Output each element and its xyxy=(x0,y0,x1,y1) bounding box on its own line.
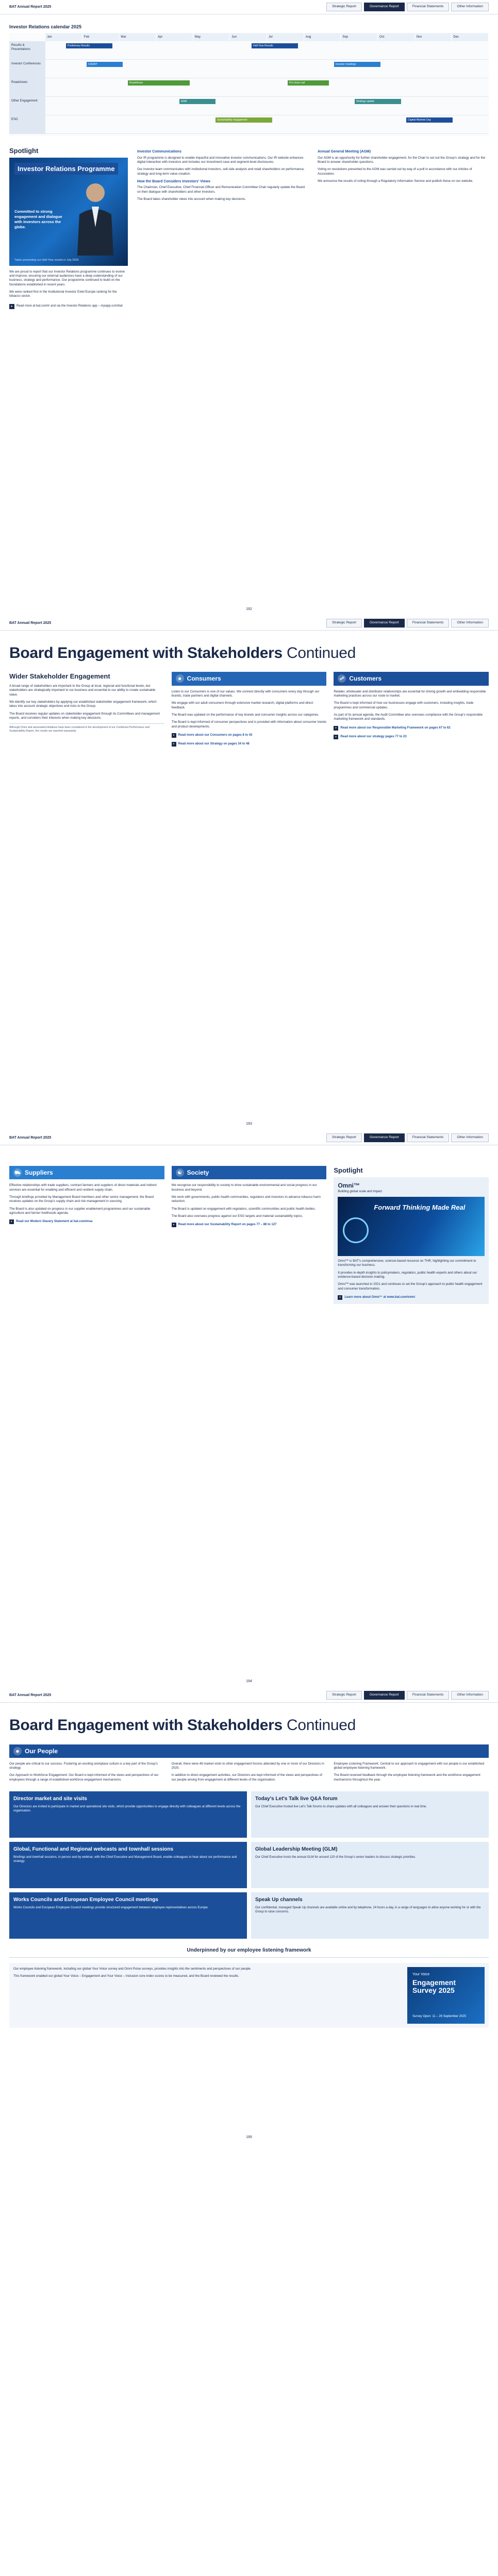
calendar-row-label: Roadshows xyxy=(9,78,45,96)
body-text: Overall, there were 48 market visits to other engagement forums attended by one or more of our Directors in 2025. xyxy=(171,1761,324,1770)
engagement-box xyxy=(251,1842,489,1888)
month-label: Jun xyxy=(230,33,267,41)
body-text: The Board is also updated on progress in our supplier enablement programmes and our sustainable agriculture and farmer livelihoods agenda. xyxy=(9,1207,151,1215)
hero-quote: Committed to strong engagement and dialogue with investors across the globe. xyxy=(14,209,62,230)
handshake-icon: ☍ xyxy=(338,674,346,683)
box-text: Our Chief Executive hosts the annual GLM for around 120 of the Group's senior leaders to discuss strategic priorities. xyxy=(255,1855,416,1859)
hero-caption: Tadeu presenting our Half-Year results in July 2025 xyxy=(14,259,79,262)
footnote: Although Omni and associated initiatives have been considered in the development of our Combined Performance and Sustainability Report, the results are reported separately. xyxy=(9,723,164,733)
arrow-right-icon: ▸ xyxy=(172,1223,176,1227)
calendar-row xyxy=(9,60,489,78)
page-title: Board Engagement with Stakeholders Continued xyxy=(9,1717,356,1734)
nav-tab-other-information[interactable]: Other Information xyxy=(451,1691,489,1700)
marketing-framework-ref-link[interactable]: ▸ Read more about our Responsible Marketing Framework on pages 67 to 62 xyxy=(334,726,489,731)
box-text: Briefings and townhall sessions, in person and by webinar, with the Chief Executive and Management Board, enable colleagues to hear about our performance and strategy. xyxy=(13,1855,237,1863)
nav-tab-financial-statements[interactable]: Financial Statements xyxy=(407,1691,450,1700)
customers-header: ☍ Customers xyxy=(334,672,489,685)
body-text: We were ranked first in the Institutional Investor Extel Europe ranking for the tobacco sector. xyxy=(9,290,117,298)
strategy-ref-link[interactable]: ▸ Read more about our Strategy on pages 34 to 48 xyxy=(172,742,327,747)
body-text: Our IR programme is designed to enable impactful and innovative investor communications. Our IR website enhances digital interaction with investors and includes our investment case and segment-level disclosures. xyxy=(137,156,304,164)
month-label: Nov xyxy=(415,33,452,41)
consumers-ref-link[interactable]: ▸ Read more about our Consumers on pages 8 to 43 xyxy=(172,733,327,738)
body-text: Omni™ is BAT's comprehensive, science-based resource on THR, highlighting our commitment to transforming our business. xyxy=(338,1259,476,1267)
nav-tab-governance-report[interactable]: Governance Report xyxy=(364,1133,405,1142)
body-text: The Board was updated on the performance of key brands and consumer insights across our categories. xyxy=(171,713,319,717)
body-text: We identify our key stakeholders by applying our established stakeholder engagement framework, which takes into account strategic objectives and risks to the Group. xyxy=(9,700,157,708)
body-text: This framework enabled our global Your Voice – Engagement and Your Voice – Inclusion core index scores to be measured, and the Board reviewed the results. xyxy=(13,1974,239,1978)
investor-calendar xyxy=(9,24,489,136)
box-heading: Director market and site visits xyxy=(13,1796,87,1802)
calendar-months xyxy=(45,33,489,41)
calendar-event: Sustainability engagement xyxy=(215,117,272,123)
body-text: The Board is kept informed of how our businesses engage with customers, including insights, trade programmes and commercial updates. xyxy=(334,701,474,709)
body-text: A broad range of stakeholders are important to the Group at local, regional and functional levels, but stakeholders are strategically important to our business and essential to our ability to create sustainable value. xyxy=(9,684,156,697)
survey-dates: Survey Open: 11 – 26 September 2025 xyxy=(412,2014,466,2018)
arrow-right-icon: ▸ xyxy=(334,735,338,739)
our-people-header: ☻ Our People xyxy=(9,1744,489,1758)
engagement-box xyxy=(9,1791,247,1838)
section-heading: How the Board Considers Investors' Views xyxy=(137,180,210,184)
nav-tab-other-information[interactable]: Other Information xyxy=(451,619,489,628)
month-label: Jan xyxy=(45,33,82,41)
ir-spotlight xyxy=(9,146,489,309)
hero-title: Investor Relations Programme xyxy=(14,163,118,175)
body-text: We recognise our responsibility to society to drive sustainable environmental and social progress in our business and beyond. xyxy=(171,1183,317,1192)
people-icon: ☻ xyxy=(176,674,184,683)
calendar-event: Half-Year Results xyxy=(252,43,298,48)
month-label: Aug xyxy=(304,33,341,41)
report-brand: BAT Annual Report 2025 xyxy=(9,1136,52,1140)
arrow-right-icon: ▸ xyxy=(172,742,176,747)
nav-tab-financial-statements[interactable]: Financial Statements xyxy=(407,1133,450,1142)
body-text: We are proud to report that our Investor Relations programme continues to evolve and improve, ensuring our external audiences have a deep understanding of our business, strategy and performance. Our programme continued to build on the foundations established in recent years. xyxy=(9,269,125,286)
body-text: It provides in-depth insights to policymakers, regulators, public health experts and others about our evidence-based decision-making. xyxy=(338,1270,477,1279)
stakeholder-columns xyxy=(9,672,489,747)
our-people-section xyxy=(9,1744,489,1786)
body-text: The Board is kept informed of consumer perspectives and is provided with information about consumer trends and product developments. xyxy=(171,720,326,728)
consumers-header: ☻ Consumers xyxy=(172,672,327,685)
page-number: 195 xyxy=(246,2135,252,2139)
wider-stakeholder-heading: Wider Stakeholder Engagement xyxy=(9,672,110,681)
suppliers-header: ⛟ Suppliers xyxy=(9,1166,164,1179)
box-heading: Global, Functional and Regional webcasts and townhall sessions xyxy=(13,1846,174,1853)
body-text: We announce the results of voting through a Regulatory Information Service and publish these on our website. xyxy=(318,179,473,183)
calendar-row xyxy=(9,78,489,97)
calendar-event: CAGNY xyxy=(87,62,123,67)
arrow-right-icon: ▸ xyxy=(334,726,338,731)
engagement-box xyxy=(251,1791,489,1838)
body-text: The Board receives regular updates on stakeholder engagement through its Committees and management reports, and considers their interests when making key decisions. xyxy=(9,711,160,720)
nav-tab-other-information[interactable]: Other Information xyxy=(451,3,489,11)
calendar-row xyxy=(9,115,489,134)
report-brand: BAT Annual Report 2025 xyxy=(9,5,52,9)
page-spacer xyxy=(0,2028,498,2131)
body-text: The Chairman, Chief Executive, Chief Financial Officer and Remuneration Committee Chair regularly update the Board on their dialogue with shareholders and other investors. xyxy=(137,185,305,194)
page-number: 193 xyxy=(246,1122,252,1126)
top-nav xyxy=(0,616,498,631)
body-text: The Board also oversees progress against our ESG targets and material sustainability topics. xyxy=(171,1214,303,1218)
body-text: We work with governments, public health communities, regulators and investors to advance tobacco harm reduction. xyxy=(171,1195,321,1204)
nav-tab-governance-report[interactable]: Governance Report xyxy=(364,3,405,11)
body-text: As part of its annual agenda, the Audit Committee also oversees compliance with the Group's responsible marketing framework and standards. xyxy=(334,713,483,721)
box-text: Works Councils and European Employee Council meetings provide structured engagement between employee representatives across Europe. xyxy=(13,1906,209,1909)
top-nav xyxy=(0,1688,498,1703)
month-label: Jul xyxy=(267,33,304,41)
report-brand: BAT Annual Report 2025 xyxy=(9,1693,52,1697)
engagement-box xyxy=(9,1892,247,1939)
omni-logo-icon xyxy=(343,1217,369,1243)
month-label: Mar xyxy=(119,33,156,41)
body-text: Voting on resolutions presented to the AGM was carried out by way of a poll in accordance with our Articles of Association. xyxy=(318,167,472,176)
body-text: Through briefings provided by Management Board members and other senior management, the Board receives updates on the Group's supply chain and risk management in sourcing. xyxy=(9,1195,154,1204)
omni-title: Omni™ xyxy=(338,1181,360,1189)
top-nav xyxy=(0,1131,498,1145)
nav-tab-financial-statements[interactable]: Financial Statements xyxy=(407,3,450,11)
calendar-title: Investor Relations calendar 2025 xyxy=(9,24,82,29)
month-label: May xyxy=(193,33,230,41)
body-text: Effective relationships with trade suppliers, contract farmers and suppliers of direct materials and indirect services are essential for enabling and efficient and resilient supply chain. xyxy=(9,1183,157,1192)
nav-tab-other-information[interactable]: Other Information xyxy=(451,1133,489,1142)
report-brand: BAT Annual Report 2025 xyxy=(9,621,52,625)
read-more-link[interactable]: ▸ Read more at bat.com/ir and via the Investor Relations app – myiapp.com/bat xyxy=(9,304,128,309)
body-text: The Board is updated on engagement with regulators, scientific communities and public health bodies. xyxy=(171,1207,316,1211)
top-nav xyxy=(0,0,498,14)
ir-hero-image xyxy=(9,158,128,266)
page-spacer xyxy=(0,309,498,603)
body-text: Our AGM is an opportunity for further shareholder engagement, for the Chair to set out the Group's strategy and for the Board to answer shareholder questions. xyxy=(318,156,486,164)
box-heading: Works Councils and European Employee Council meetings xyxy=(13,1897,158,1903)
month-label: Sep xyxy=(341,33,378,41)
body-text: The Board received feedback through the employee listening framework and the workforce engagement mechanisms throughout the year. xyxy=(334,1773,480,1782)
body-text: Omni™ was launched in 2021 and continues to set the Group's approach to public health engagement and consumer transformation. xyxy=(338,1282,483,1291)
omni-subtitle: Building global scale and impact xyxy=(338,1190,383,1193)
box-heading: Global Leadership Meeting (GLM) xyxy=(255,1846,338,1853)
body-text: Our investor team communicates with institutional investors, sell-side analysts and retail shareholders on performance, strategy and long-term value creation. xyxy=(137,167,305,176)
month-label: Oct xyxy=(378,33,415,41)
presenter-photo-icon xyxy=(72,178,119,256)
calendar-grid xyxy=(9,33,489,136)
omni-image-title: Forward Thinking Made Real xyxy=(374,1203,466,1211)
body-text: Retailer, wholesaler and distributor relationships are essential for driving growth and embedding responsible marketing practices across our route to market. xyxy=(334,689,486,698)
survey-title: Engagement Survey 2025 xyxy=(412,1978,456,1995)
spotlight-tag: Spotlight xyxy=(334,1166,363,1175)
calendar-event: Strategy update xyxy=(355,99,401,104)
omni-spotlight xyxy=(334,1177,489,1304)
omni-ref-link[interactable]: ▸ Learn more about Omni™ at www.bat.com/omni xyxy=(338,1295,485,1300)
body-text: Listen to our Consumers is one of our values. We connect directly with consumers every day through our brands, trade partners and digital channels. xyxy=(171,689,320,698)
society-header: ☯ Society xyxy=(172,1166,327,1179)
stakeholder-columns xyxy=(9,1166,489,1304)
people-icon: ☻ xyxy=(13,1747,22,1755)
nav-tab-governance-report[interactable]: Governance Report xyxy=(364,1691,405,1700)
calendar-event: Capital Markets Day xyxy=(406,117,453,123)
calendar-row-label: Other Engagement xyxy=(9,97,45,115)
nav-tab-strategic-report[interactable]: Strategic Report xyxy=(326,3,362,11)
nav-tab-strategic-report[interactable]: Strategic Report xyxy=(326,1133,362,1142)
calendar-row xyxy=(9,41,489,60)
calendar-event: AGM xyxy=(179,99,215,104)
arrow-right-icon: ▸ xyxy=(172,733,176,738)
body-text: Our employee listening framework, including our global Your Voice survey and Omni Pulse surveys, provides insights into the sentiments and perspectives of our people. xyxy=(13,1967,252,1971)
arrow-right-icon: ▸ xyxy=(338,1295,342,1300)
engagement-box xyxy=(251,1892,489,1939)
arrow-right-icon: ▸ xyxy=(9,1219,14,1224)
arrow-right-icon: ▸ xyxy=(9,304,14,309)
truck-icon: ⛟ xyxy=(13,1168,22,1177)
globe-icon: ☯ xyxy=(176,1168,184,1177)
calendar-row-label: Results & Presentations xyxy=(9,41,45,59)
box-text: Our Chief Executive hosted live Let's Talk forums to share updates with all colleagues and answer their questions in real time. xyxy=(255,1805,427,1808)
nav-tab-strategic-report[interactable]: Strategic Report xyxy=(326,1691,362,1700)
section-heading: Annual General Meeting (AGM) xyxy=(318,150,371,154)
body-text: Employee Listening Framework: Central to our approach to engagement with our people is our established global employee listening framework. xyxy=(334,1761,485,1770)
calendar-event: Pre-close call xyxy=(288,80,329,86)
calendar-row xyxy=(9,97,489,115)
framework-heading: Underpinned by our employee listening framework xyxy=(9,1944,489,1958)
omni-image xyxy=(338,1197,485,1256)
engagement-box xyxy=(9,1842,247,1888)
body-text: The Board takes shareholder views into account when making key decisions. xyxy=(137,197,246,201)
calendar-event: Roadshows xyxy=(128,80,190,86)
strategy-ref-link[interactable]: ▸ Read more about our strategy pages 77 to 23 xyxy=(334,735,489,739)
nav-tab-financial-statements[interactable]: Financial Statements xyxy=(407,619,450,628)
calendar-event: Investor meetings xyxy=(334,62,380,67)
sustainability-ref-link[interactable]: ▸ Read more about our Sustainability Report on pages 77 – 88 to 127 xyxy=(172,1223,327,1227)
page-number: 192 xyxy=(246,607,252,611)
body-text: We engage with our adult consumers through extensive market research, digital platforms and direct feedback. xyxy=(171,701,313,709)
survey-label: Your Voice xyxy=(412,1972,430,1976)
page-spacer xyxy=(0,747,498,1117)
page-spacer xyxy=(0,1304,498,1675)
spotlight-tag: Spotlight xyxy=(9,147,39,155)
engagement-boxes xyxy=(9,1791,489,1939)
month-label: Feb xyxy=(82,33,120,41)
survey-banner xyxy=(407,1967,485,2024)
body-text: Our people are critical to our success. Fostering an exciting workplace culture is a key part of the Group's strategy. xyxy=(9,1761,158,1770)
calendar-row-label: Investor Conferences xyxy=(9,60,45,78)
box-text: Our Directors are invited to participate in market and operational site visits, which provide opportunities to engage directly with colleagues at different levels across the organisation. xyxy=(13,1805,241,1812)
box-heading: Speak Up channels xyxy=(255,1897,303,1903)
box-text: Our confidential, managed Speak Up channels are available online and by telephone, 24 hours a day, in a range of languages to allow anyone working for or with the Group to raise concerns. xyxy=(255,1906,481,1913)
page-number: 194 xyxy=(246,1680,252,1684)
calendar-event: Preliminary Results xyxy=(66,43,112,48)
body-text: Our Approach to Workforce Engagement: Our Board is kept informed of the views and perspectives of our employees through a range of established workforce engagement mechanisms. xyxy=(9,1773,159,1782)
modern-slavery-ref-link[interactable]: ▸ Read our Modern Slavery Statement at bat.com/msa xyxy=(9,1219,164,1224)
listening-framework xyxy=(9,1963,489,2028)
body-text: In addition to direct engagement activities, our Directors are kept informed of the views and perspectives of our people arising from engagement at different levels of the organisation. xyxy=(171,1773,323,1782)
calendar-row-label: ESG xyxy=(9,115,45,133)
nav-tab-strategic-report[interactable]: Strategic Report xyxy=(326,619,362,628)
box-heading: Today's Let's Talk live Q&A forum xyxy=(255,1796,338,1802)
month-label: Dec xyxy=(452,33,489,41)
nav-tab-governance-report[interactable]: Governance Report xyxy=(364,619,405,628)
month-label: Apr xyxy=(156,33,193,41)
section-heading: Investor Communications xyxy=(137,150,181,154)
page-title: Board Engagement with Stakeholders Continued xyxy=(9,644,356,662)
